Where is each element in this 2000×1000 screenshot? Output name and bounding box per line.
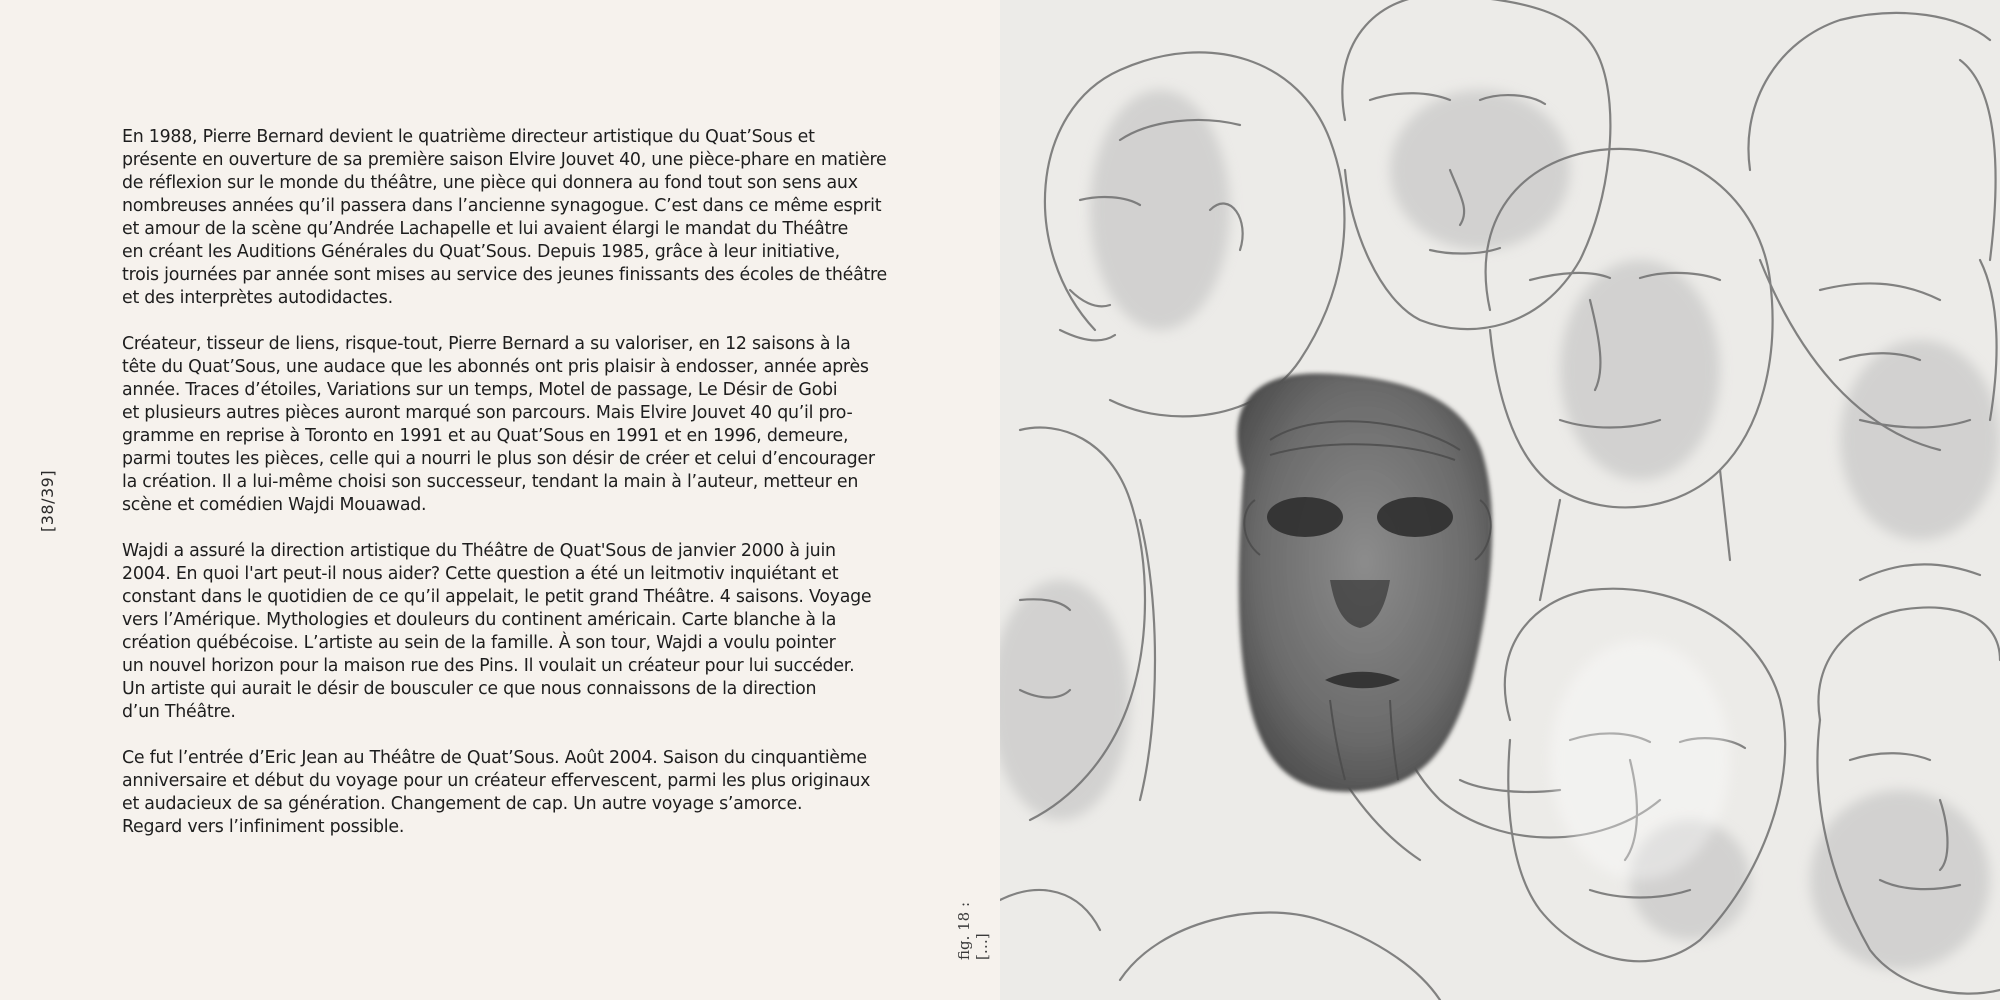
paragraph-2 (122, 333, 892, 517)
text-line: Un artiste qui aurait le désir de bousculer ce que nous connaissons de la direction (122, 679, 817, 699)
text-line: vers l’Amérique. Mythologies et douleurs du continent américain. Carte blanche à la (122, 610, 837, 630)
text-line: trois journées par année sont mises au service des jeunes finissants des écoles de théâtre (122, 265, 888, 285)
text-line: et plusieurs autres pièces auront marqué son parcours. Mais Elvire Jouvet 40 qu’il pro- (122, 403, 853, 423)
faces-drawing (1000, 0, 2000, 1000)
body-text (122, 126, 892, 862)
text-line: Regard vers l’infiniment possible. (122, 817, 405, 837)
page-number: [38/39] (38, 469, 57, 532)
text-line: année. Traces d’étoiles, Variations sur un temps, Motel de passage, Le Désir de Gobi (122, 380, 838, 400)
text-line: la création. Il a lui-même choisi son successeur, tendant la main à l’auteur, metteur en (122, 472, 859, 492)
text-line: scène et comédien Wajdi Mouawad. (122, 495, 427, 515)
text-line: en créant les Auditions Générales du Quat’Sous. Depuis 1985, grâce à leur initiative, (122, 242, 840, 262)
text-line: Ce fut l’entrée d’Eric Jean au Théâtre de Quat’Sous. Août 2004. Saison du cinquantième (122, 748, 867, 768)
paragraph-4 (122, 747, 892, 839)
text-line: présente en ouverture de sa première saison Elvire Jouvet 40, une pièce-phare en matière (122, 150, 887, 170)
text-line: gramme en reprise à Toronto en 1991 et au Quat’Sous en 1991 et en 1996, demeure, (122, 426, 849, 446)
text-line: Wajdi a assuré la direction artistique du Théâtre de Quat'Sous de janvier 2000 à juin (122, 541, 836, 561)
text-line: et audacieux de sa génération. Changement de cap. Un autre voyage s’amorce. (122, 794, 803, 814)
figure-caption: fig. 18 : […] (955, 901, 991, 960)
text-line: un nouvel horizon pour la maison rue des Pins. Il voulait un créateur pour lui succéder. (122, 656, 855, 676)
text-line: d’un Théâtre. (122, 702, 236, 722)
text-line: constant dans le quotidien de ce qu’il appelait, le petit grand Théâtre. 4 saisons. Voyage (122, 587, 872, 607)
text-line: parmi toutes les pièces, celle qui a nourri le plus son désir de créer et celui d’encourager (122, 449, 875, 469)
paragraph-3 (122, 540, 892, 724)
text-line: tête du Quat’Sous, une audace que les abonnés ont pris plaisir à endosser, année après (122, 357, 869, 377)
text-line: 2004. En quoi l'art peut-il nous aider? Cette question a été un leitmotiv inquiétant et (122, 564, 839, 584)
text-line: En 1988, Pierre Bernard devient le quatrième directeur artistique du Quat’Sous et (122, 127, 815, 147)
text-line: et amour de la scène qu’Andrée Lachapelle et lui avaient élargi le mandat du Théâtre (122, 219, 849, 239)
paragraph-1 (122, 126, 892, 310)
text-line: création québécoise. L’artiste au sein de la famille. À son tour, Wajdi a voulu pointer (122, 633, 836, 653)
text-line: de réflexion sur le monde du théâtre, une pièce qui donnera au fond tout son sens aux (122, 173, 858, 193)
text-line: nombreuses années qu’il passera dans l’ancienne synagogue. C’est dans ce même esprit (122, 196, 882, 216)
text-line: et des interprètes autodidactes. (122, 288, 393, 308)
sketch-illustration (1000, 0, 2000, 1000)
text-line: Créateur, tisseur de liens, risque-tout, Pierre Bernard a su valoriser, en 12 saisons à la (122, 334, 851, 354)
text-line: anniversaire et début du voyage pour un créateur effervescent, parmi les plus originaux (122, 771, 871, 791)
